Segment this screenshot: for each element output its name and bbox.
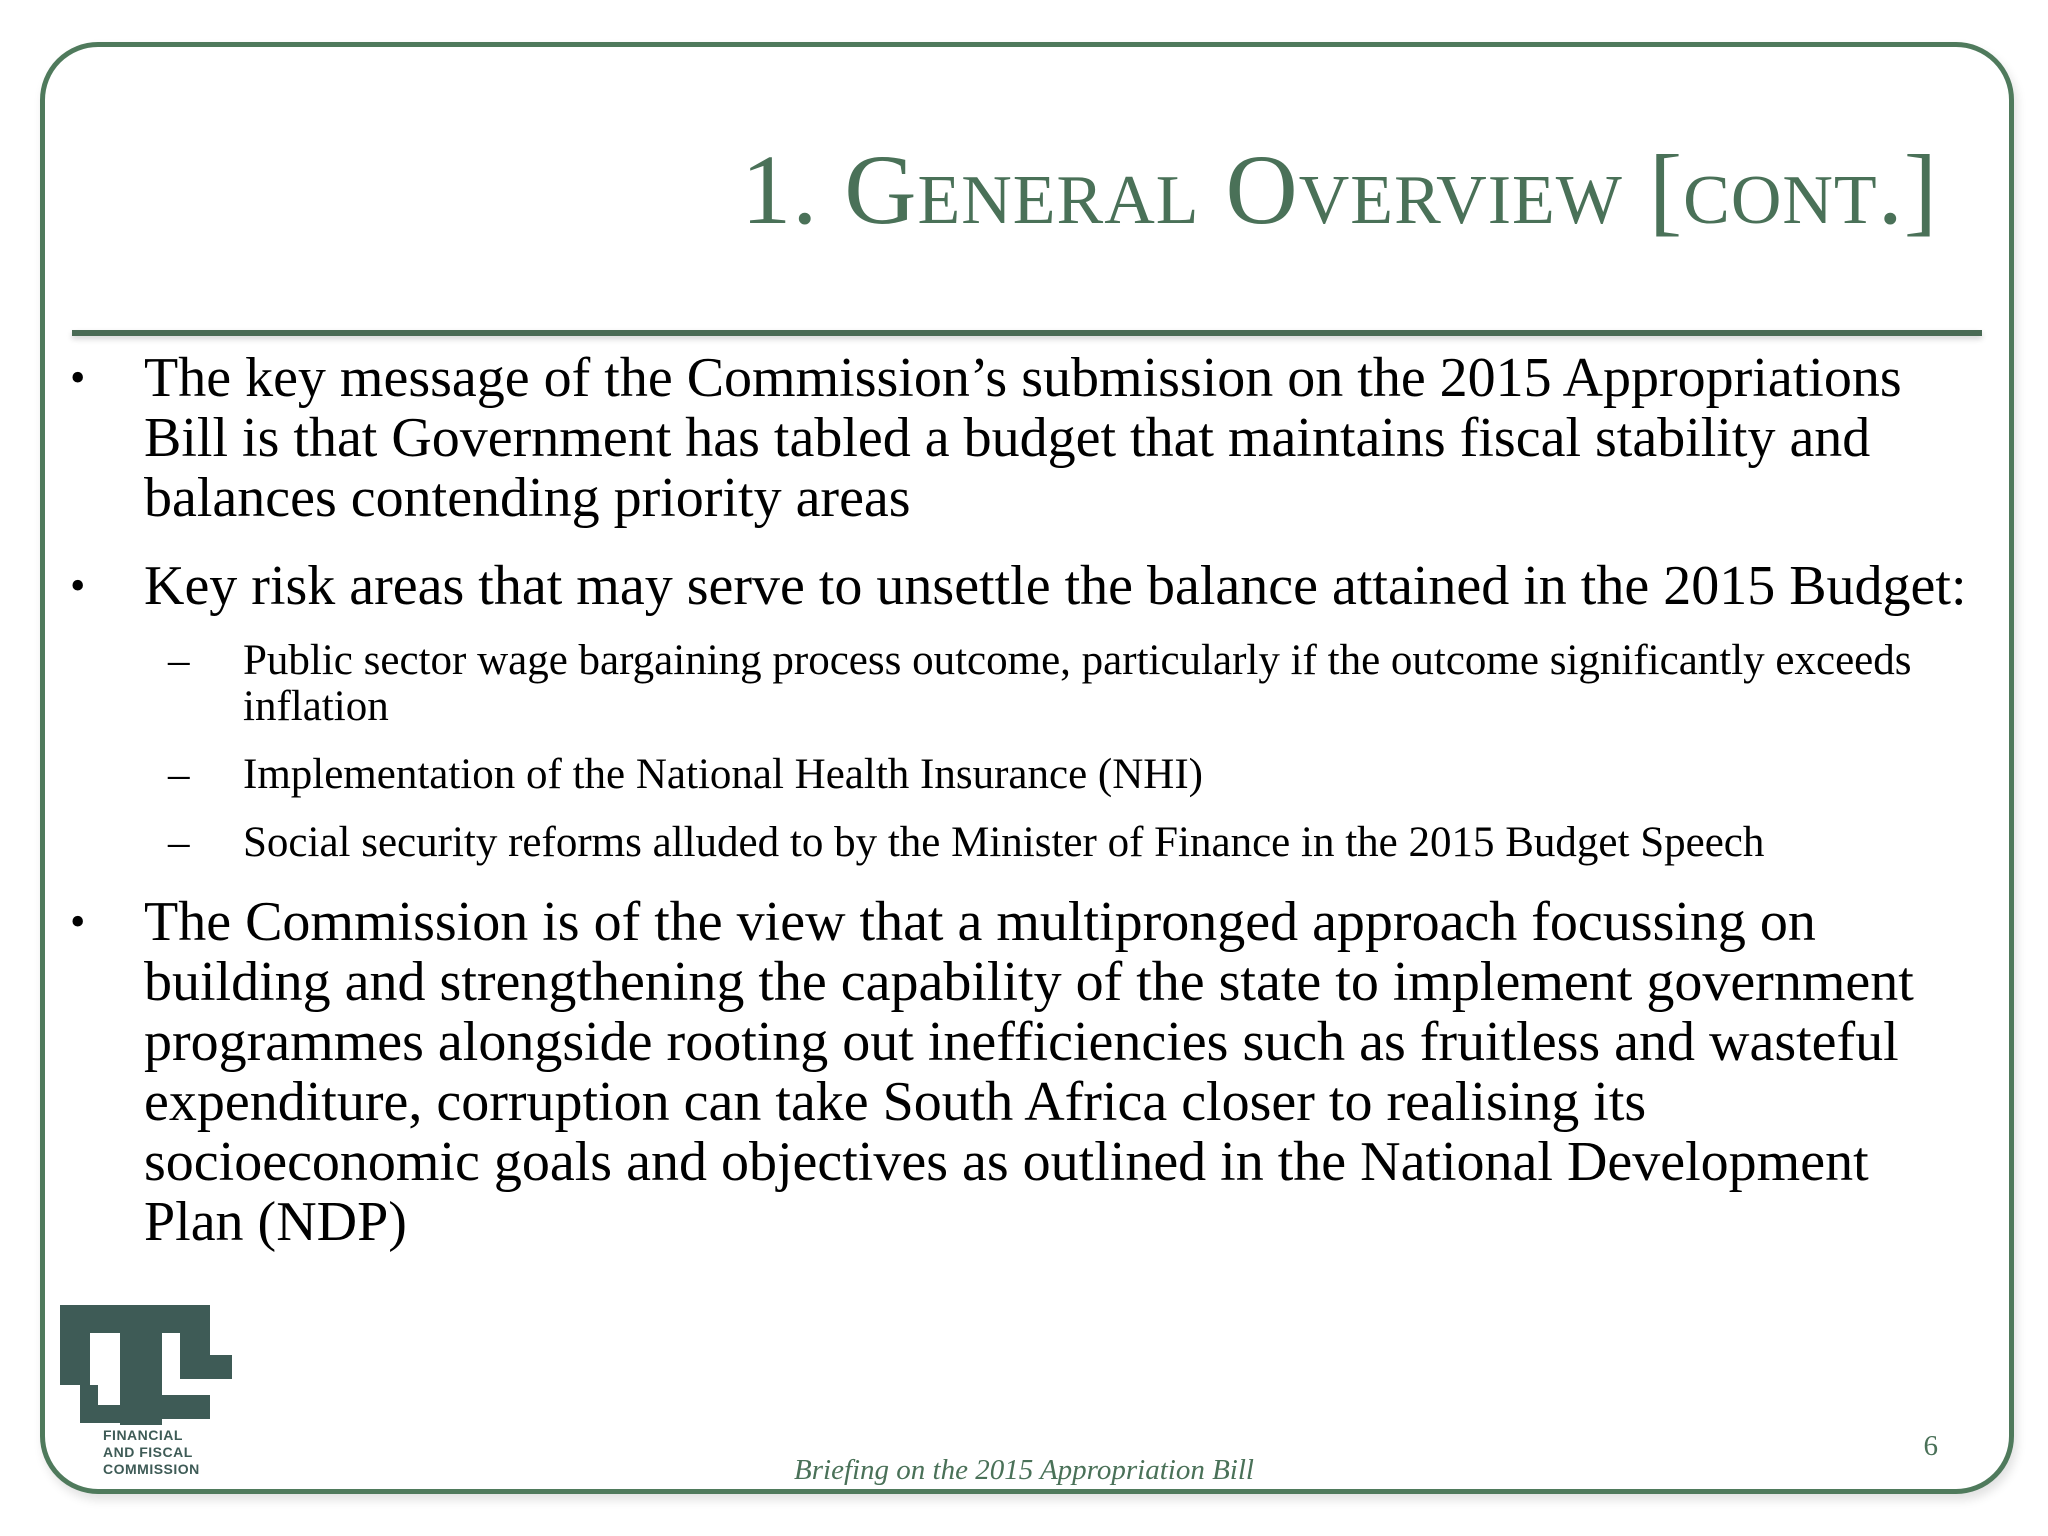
bullet-item: [60, 892, 1980, 1252]
bullet-item: [60, 348, 1980, 528]
sub-bullet-marker: –: [168, 637, 190, 684]
sub-bullet-text: Public sector wage bargaining process outcome, particularly if the outcome significantly exceeds inflation: [243, 637, 1912, 730]
bullet-marker: •: [70, 353, 86, 402]
sub-bullet-item: [60, 820, 1980, 866]
slide-footer: Briefing on the 2015 Appropriation Bill: [794, 1454, 1254, 1486]
sub-bullet-text: Implementation of the National Health Insurance (NHI): [243, 751, 1203, 798]
slide-title: 1. General Overview [cont.]: [741, 134, 1938, 245]
bullet-text: Key risk areas that may serve to unsettle the balance attained in the 2015 Budget:: [144, 555, 1967, 617]
logo-line: FINANCIAL: [103, 1427, 183, 1443]
title-divider: [72, 330, 1982, 336]
sub-bullet-item: [60, 752, 1980, 798]
bullet-marker: •: [70, 561, 86, 610]
logo-line: COMMISSION: [103, 1461, 200, 1477]
slide-content: [60, 348, 1980, 1280]
sub-bullet-item: [60, 638, 1980, 730]
bullet-text: The key message of the Commission’s submission on the 2015 Appropriations Bill is that Government has tabled a budget that maintains fiscal stability and balances contending priority areas: [144, 347, 1902, 529]
bullet-item: [60, 556, 1980, 616]
sub-bullet-marker: –: [168, 751, 190, 798]
bullet-text: The Commission is of the view that a multipronged approach focussing on building and strengthening the capability of the state to implement government programmes alongside rooting out inefficiencies such as fruitless and wasteful expenditure, corruption can take South Africa closer to realising its socioeconomic goals and objectives as outlined in the National Development Plan (NDP): [144, 891, 1914, 1253]
logo-line: AND FISCAL: [103, 1444, 193, 1460]
sub-bullet-marker: –: [168, 819, 190, 866]
sub-bullet-text: Social security reforms alluded to by the Minister of Finance in the 2015 Budget Speech: [243, 819, 1765, 866]
bullet-marker: •: [70, 897, 86, 946]
sub-bullet-list: [60, 638, 1980, 866]
page-number: 6: [1923, 1430, 1938, 1462]
